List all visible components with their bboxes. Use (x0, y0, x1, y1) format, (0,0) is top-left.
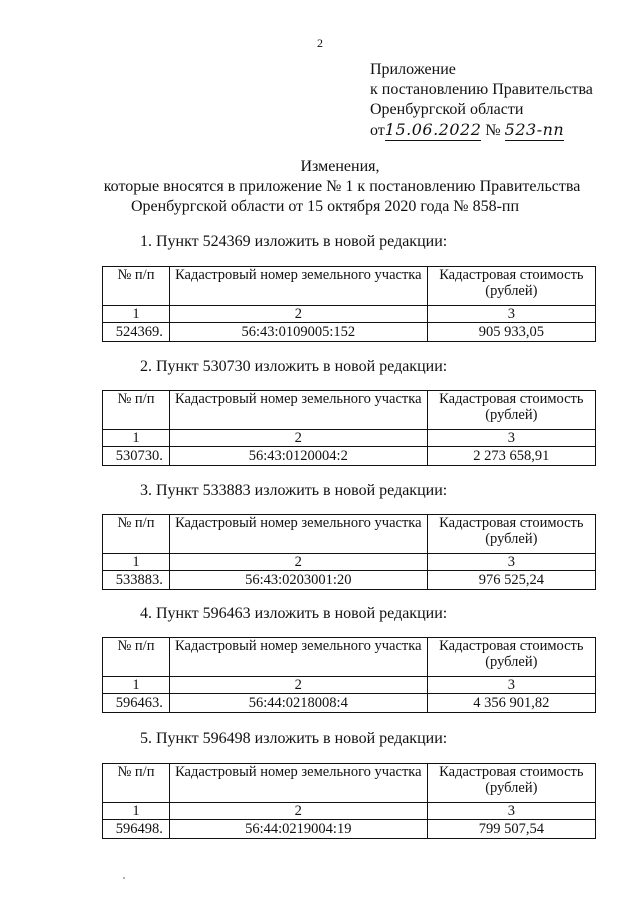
header-row-number: № п/п (103, 267, 170, 306)
number-label: № (485, 122, 501, 139)
column-number: 2 (169, 677, 427, 694)
header-cadastral-number: Кадастровый номер земельного участка (169, 638, 427, 677)
item-table-3 (102, 514, 596, 590)
header-row-number: № п/п (103, 638, 170, 677)
cadastral-value: 2 273 658,91 (427, 447, 595, 466)
cadastral-value: 976 525,24 (427, 571, 595, 590)
page-number: 2 (317, 36, 323, 50)
cadastral-number: 56:43:0109005:152 (169, 323, 427, 342)
table-row (103, 694, 596, 713)
header-row-number: № п/п (103, 391, 170, 430)
row-number: 530730. (103, 447, 170, 466)
item-table-2 (102, 390, 596, 466)
item-table-5 (102, 763, 596, 839)
cadastral-value: 4 356 901,82 (427, 694, 595, 713)
cadastral-number: 56:43:0203001:20 (169, 571, 427, 590)
header-cadastral-number: Кадастровый номер земельного участка (169, 515, 427, 554)
heading-line-3: Оренбургской области от 15 октября 2020 года № 858-пп (130, 198, 520, 215)
header-cadastral-number: Кадастровый номер земельного участка (169, 267, 427, 306)
appendix-block (370, 60, 593, 141)
header-cadastral-value: Кадастровая стоимость (рублей) (427, 515, 595, 554)
cadastral-value: 799 507,54 (427, 820, 595, 839)
header-cadastral-value: Кадастровая стоимость (рублей) (427, 638, 595, 677)
document-heading (0, 157, 640, 217)
column-number: 1 (103, 430, 170, 447)
header-row-number: № п/п (103, 515, 170, 554)
appendix-line-2: к постановлению Правительства (370, 81, 593, 98)
column-number: 2 (169, 554, 427, 571)
column-number: 3 (427, 554, 595, 571)
table-row (103, 820, 596, 839)
header-row-number: № п/п (103, 764, 170, 803)
scan-speck (123, 877, 125, 879)
appendix-date-line (370, 120, 593, 141)
row-number: 524369. (103, 323, 170, 342)
from-label: от (370, 122, 385, 139)
table-row (103, 571, 596, 590)
item-title-4: 4. Пункт 596463 изложить в новой редакции: (140, 605, 448, 622)
column-number: 2 (169, 306, 427, 323)
appendix-line-3: Оренбургской области (370, 101, 524, 118)
item-table-4 (102, 637, 596, 713)
column-number: 3 (427, 803, 595, 820)
item-title-1: 1. Пункт 524369 изложить в новой редакции: (140, 233, 448, 250)
header-cadastral-value: Кадастровая стоимость (рублей) (427, 267, 595, 306)
header-cadastral-number: Кадастровый номер земельного участка (169, 764, 427, 803)
cadastral-number: 56:43:0120004:2 (169, 447, 427, 466)
item-title-5: 5. Пункт 596498 изложить в новой редакции: (140, 730, 448, 747)
table-row (103, 447, 596, 466)
header-cadastral-value: Кадастровая стоимость (рублей) (427, 764, 595, 803)
column-number: 1 (103, 554, 170, 571)
column-number: 3 (427, 677, 595, 694)
item-title-2: 2. Пункт 530730 изложить в новой редакции: (140, 358, 448, 375)
row-number: 596498. (103, 820, 170, 839)
appendix-line-1: Приложение (370, 61, 456, 78)
handwritten-date: 15.06.2022 (384, 120, 482, 139)
cadastral-value: 905 933,05 (427, 323, 595, 342)
column-number: 1 (103, 306, 170, 323)
cadastral-number: 56:44:0219004:19 (169, 820, 427, 839)
column-number: 1 (103, 677, 170, 694)
row-number: 533883. (103, 571, 170, 590)
header-cadastral-value: Кадастровая стоимость (рублей) (427, 391, 595, 430)
cadastral-number: 56:44:0218008:4 (169, 694, 427, 713)
heading-line-2: которые вносятся в приложение № 1 к постановлению Правительства (103, 178, 581, 195)
column-number: 1 (103, 803, 170, 820)
heading-title: Изменения, (300, 158, 380, 175)
row-number: 596463. (103, 694, 170, 713)
column-number: 3 (427, 430, 595, 447)
handwritten-number: 523-пп (504, 120, 565, 139)
item-title-3: 3. Пункт 533883 изложить в новой редакции: (140, 482, 448, 499)
column-number: 3 (427, 306, 595, 323)
header-cadastral-number: Кадастровый номер земельного участка (169, 391, 427, 430)
column-number: 2 (169, 430, 427, 447)
column-number: 2 (169, 803, 427, 820)
item-table-1 (102, 266, 596, 342)
table-row (103, 323, 596, 342)
